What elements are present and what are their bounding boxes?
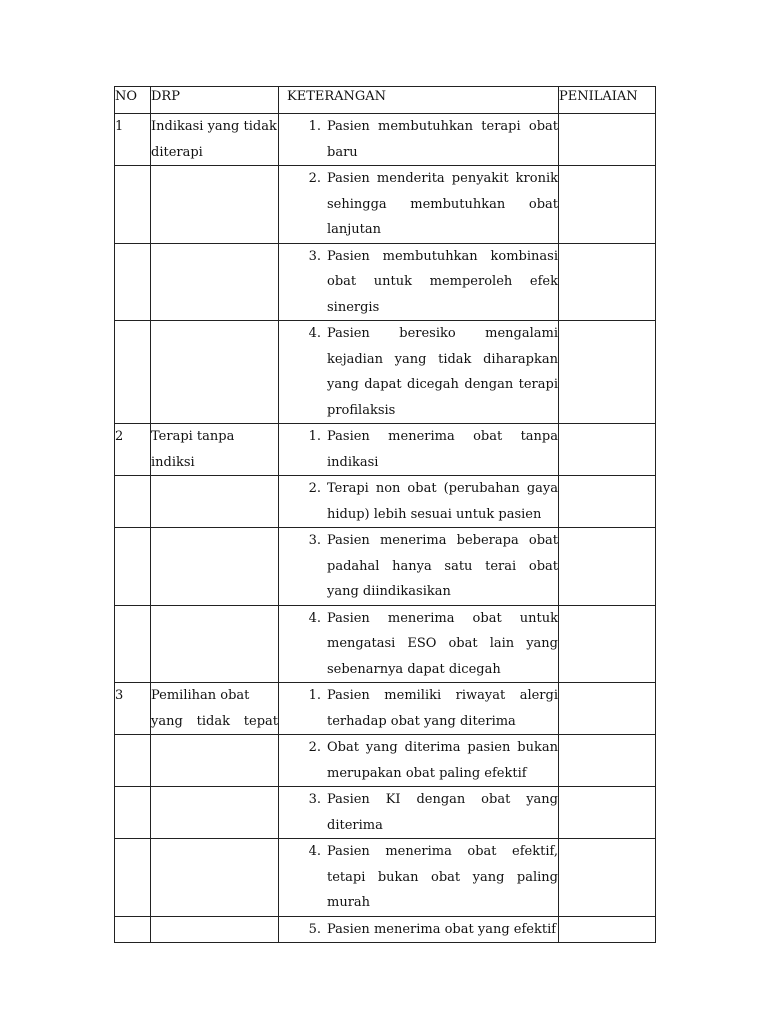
cell-no <box>115 787 151 839</box>
cell-penilaian <box>559 528 656 606</box>
item-number: 4. <box>308 326 321 341</box>
cell-no <box>115 321 151 424</box>
header-no: NO <box>115 87 151 114</box>
item-number: 3. <box>308 792 321 807</box>
cell-keterangan <box>279 735 559 787</box>
item-text: Pasien beresiko mengalami kejadian yang tidak diharapkan yang dapat dicegah dengan terapi profilaksis <box>327 326 558 418</box>
cell-no: 3 <box>115 683 151 735</box>
cell-no <box>115 839 151 917</box>
table-row <box>115 321 656 424</box>
list-item <box>279 166 558 243</box>
cell-no <box>115 916 151 943</box>
cell-drp: Terapi tanpa indiksi <box>151 424 279 476</box>
item-number: 1. <box>308 429 321 444</box>
cell-drp: Pemilihan obat yang tidak tepat <box>151 683 279 735</box>
cell-penilaian <box>559 839 656 917</box>
table-row <box>115 605 656 683</box>
list-item <box>279 787 558 838</box>
table-row <box>115 683 656 735</box>
item-text: Pasien menerima beberapa obat padahal hanya satu terai obat yang diindikasikan <box>327 533 558 599</box>
item-number: 4. <box>308 610 321 626</box>
cell-no <box>115 735 151 787</box>
table-row <box>115 839 656 917</box>
cell-penilaian <box>559 787 656 839</box>
table-body <box>115 114 656 943</box>
cell-no <box>115 528 151 606</box>
table-row <box>115 166 656 244</box>
cell-penilaian <box>559 916 656 943</box>
cell-no <box>115 166 151 244</box>
table-header-row <box>115 87 656 114</box>
item-number: 1. <box>308 119 321 134</box>
cell-no <box>115 605 151 683</box>
cell-keterangan <box>279 166 559 244</box>
cell-keterangan <box>279 605 559 683</box>
cell-keterangan <box>279 243 559 321</box>
item-text: Terapi non obat (perubahan gaya hidup) lebih sesuai untuk pasien <box>327 481 558 522</box>
cell-penilaian <box>559 321 656 424</box>
list-item <box>279 244 558 321</box>
item-number: 3. <box>308 248 321 264</box>
cell-keterangan <box>279 839 559 917</box>
table-row <box>115 476 656 528</box>
header-drp: DRP <box>151 87 279 114</box>
list-item <box>279 321 558 423</box>
header-penilaian: PENILAIAN <box>559 87 656 114</box>
cell-penilaian <box>559 166 656 244</box>
table-row <box>115 735 656 787</box>
table-row <box>115 528 656 606</box>
cell-penilaian <box>559 424 656 476</box>
item-number: 2. <box>308 481 321 496</box>
list-item <box>279 528 558 605</box>
list-item <box>279 424 558 475</box>
table-row <box>115 114 656 166</box>
cell-no <box>115 476 151 528</box>
item-number: 2. <box>308 171 321 186</box>
cell-keterangan <box>279 528 559 606</box>
table-row <box>115 916 656 943</box>
item-number: 4. <box>308 844 321 859</box>
cell-penilaian <box>559 114 656 166</box>
item-text: Pasien menerima obat tanpa indikasi <box>327 429 558 470</box>
item-text: Pasien KI dengan obat yang diterima <box>327 792 558 833</box>
cell-penilaian <box>559 735 656 787</box>
cell-drp <box>151 787 279 839</box>
header-keterangan: KETERANGAN <box>279 87 559 114</box>
cell-keterangan <box>279 424 559 476</box>
item-text: Obat yang diterima pasien bukan merupakan obat paling efektif <box>327 740 558 781</box>
list-item <box>279 683 558 734</box>
cell-keterangan <box>279 114 559 166</box>
drp-table <box>114 86 656 943</box>
cell-drp: Indikasi yang tidak diterapi <box>151 114 279 166</box>
cell-drp <box>151 839 279 917</box>
cell-drp <box>151 735 279 787</box>
cell-keterangan <box>279 916 559 943</box>
item-text: Pasien menerima obat yang efektif <box>327 921 557 937</box>
table-row <box>115 424 656 476</box>
cell-keterangan <box>279 683 559 735</box>
cell-penilaian <box>559 476 656 528</box>
item-number: 2. <box>308 740 321 755</box>
item-text: Pasien menderita penyakit kronik sehingga membutuhkan obat lanjutan <box>327 171 558 237</box>
list-item <box>279 114 558 165</box>
item-number: 3. <box>308 533 321 548</box>
list-item <box>279 476 558 527</box>
cell-keterangan <box>279 321 559 424</box>
cell-drp <box>151 476 279 528</box>
list-item <box>279 917 558 943</box>
cell-no: 2 <box>115 424 151 476</box>
cell-penilaian <box>559 605 656 683</box>
item-text: Pasien membutuhkan terapi obat baru <box>327 119 558 160</box>
cell-drp <box>151 243 279 321</box>
list-item <box>279 839 558 916</box>
cell-penilaian <box>559 243 656 321</box>
cell-keterangan <box>279 476 559 528</box>
table-row <box>115 787 656 839</box>
cell-penilaian <box>559 683 656 735</box>
list-item <box>279 606 558 683</box>
cell-no: 1 <box>115 114 151 166</box>
cell-keterangan <box>279 787 559 839</box>
item-text: Pasien membutuhkan kombinasi obat untuk memperoleh efek sinergis <box>327 248 558 315</box>
item-text: Pasien menerima obat efektif, tetapi bukan obat yang paling murah <box>327 844 558 910</box>
item-number: 5. <box>308 921 321 937</box>
item-number: 1. <box>308 688 321 703</box>
cell-drp <box>151 321 279 424</box>
cell-drp <box>151 916 279 943</box>
cell-drp <box>151 605 279 683</box>
cell-drp <box>151 166 279 244</box>
table-row <box>115 243 656 321</box>
item-text: Pasien memiliki riwayat alergi terhadap obat yang diterima <box>327 688 558 729</box>
list-item <box>279 735 558 786</box>
cell-no <box>115 243 151 321</box>
item-text: Pasien menerima obat untuk mengatasi ESO obat lain yang sebenarnya dapat dicegah <box>327 610 558 677</box>
cell-drp <box>151 528 279 606</box>
